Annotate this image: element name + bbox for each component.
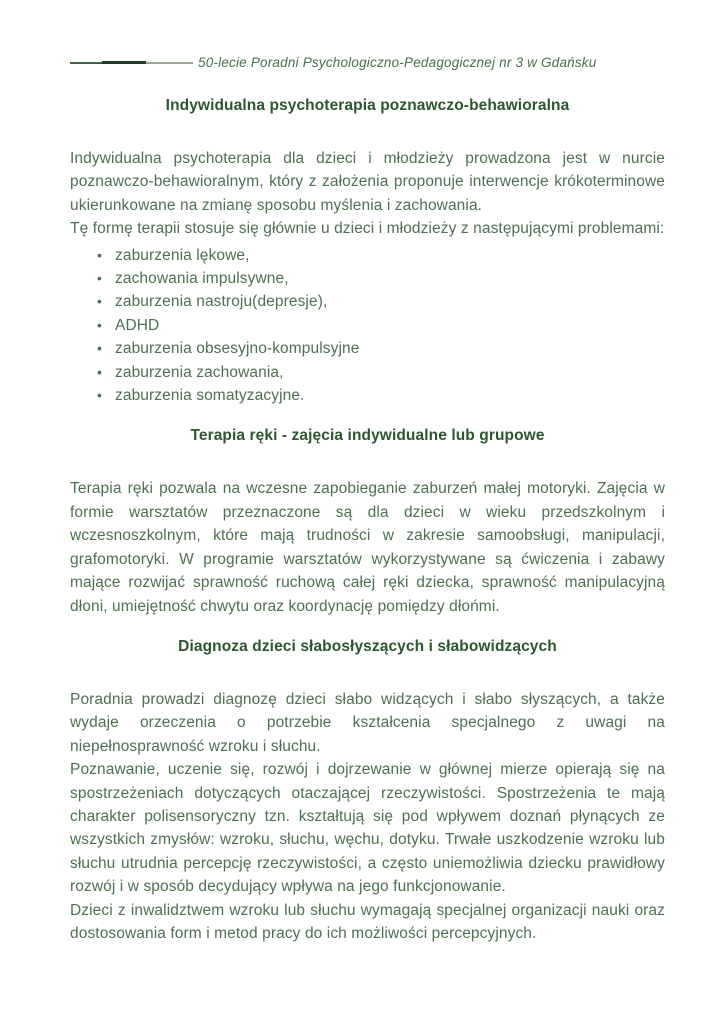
bullet-icon: •	[97, 270, 103, 287]
problems-bullet-list	[70, 244, 665, 408]
rule-segment-middle	[102, 61, 146, 64]
list-item-label: ADHD	[115, 316, 160, 334]
section3-heading: Diagnoza dzieci słabosłyszących i słabowidzących	[178, 637, 557, 655]
section2-heading: Terapia ręki - zajęcia indywidualne lub grupowe	[190, 427, 545, 445]
section1-paragraph-1: Indywidualna psychoterapia dla dzieci i młodzieży prowadzona jest w nurcie poznawczo-behawioralnym, który z założenia proponuje interwencje krókoterminowe ukierunkowane na zmianę sposobu myślenia i zachowania.	[70, 150, 665, 214]
bullet-icon: •	[97, 246, 103, 263]
list-item	[70, 244, 665, 267]
rule-segment-left	[70, 62, 102, 64]
bullet-icon: •	[97, 293, 103, 310]
section1-heading: Indywidualna psychoterapia poznawczo-behawioralna	[165, 97, 570, 114]
section1-paragraph-2: Tę formę terapii stosuje się głównie u dzieci i młodzieży z następującymi problemami:	[70, 220, 665, 238]
header-title: 50-lecie Poradni Psychologiczno-Pedagogicznej nr 3 w Gdańsku	[198, 55, 597, 70]
list-item	[70, 314, 665, 337]
list-item	[70, 337, 665, 360]
list-item	[70, 384, 665, 407]
section2-paragraph-1: Terapia ręki pozwala na wczesne zapobieganie zaburzeń małej motoryki. Zajęcia w formie warsztatów przeznaczone są dla dzieci w wieku przedszkolnym i wczesnoszkolnym, które mają trudności w zakresie samoobsługi, manipulacji, grafomotoryki. W programie warsztatów wykorzystywane są ćwiczenia i zabawy mające rozwijać sprawność ruchową całej ręki dziecka, sprawność manipulacyjną dłoni, umiejętność chwytu oraz koordynację pomiędzy dłońmi.	[70, 480, 665, 615]
header-rule-decoration	[70, 61, 193, 64]
section3-paragraph-2: Poznawanie, uczenie się, rozwój i dojrzewanie w głównej mierze opierają się na spostrzeżeniach dotyczących otaczającej rzeczywistości. Spostrzeżenia te mają charakter polisensoryczny tzn. kształtują się pod wpływem doznań płynących ze wszystkich zmysłów: wzroku, słuchu, węchu, dotyku. Trwałe uszkodzenie wzroku lub słuchu utrudnia percepcję rzeczywistości, a często uniemożliwia dziecku prawidłowy rozwój i w sposób decydujący wpływa na jego funkcjonowanie.	[70, 761, 665, 896]
list-item-label: zaburzenia zachowania,	[115, 363, 284, 381]
bullet-icon: •	[97, 387, 103, 404]
bullet-icon: •	[97, 340, 103, 357]
bullet-icon: •	[97, 363, 103, 380]
list-item	[70, 361, 665, 384]
bullet-icon: •	[97, 316, 103, 333]
list-item	[70, 267, 665, 290]
list-item-label: zachowania impulsywne,	[115, 270, 289, 288]
section3-paragraph-1: Poradnia prowadzi diagnozę dzieci słabo widzących i słabo słyszących, a także wydaje orzeczenia o potrzebie kształcenia specjalnego z uwagi na niepełnosprawność wzroku i słuchu.	[70, 690, 665, 755]
list-item-label: zaburzenia nastroju(depresje),	[115, 293, 328, 311]
section3-paragraph-3: Dzieci z inwalidztwem wzroku lub słuchu wymagają specjalnej organizacji nauki oraz dostosowania form i metod pracy do ich możliwości percepcyjnych.	[70, 901, 665, 942]
list-item-label: zaburzenia lękowe,	[115, 246, 250, 264]
list-item-label: zaburzenia obsesyjno-kompulsyjne	[115, 340, 360, 358]
list-item	[70, 290, 665, 313]
rule-segment-right	[146, 62, 193, 64]
list-item-label: zaburzenia somatyzacyjne.	[115, 387, 305, 405]
page-header	[70, 0, 665, 70]
